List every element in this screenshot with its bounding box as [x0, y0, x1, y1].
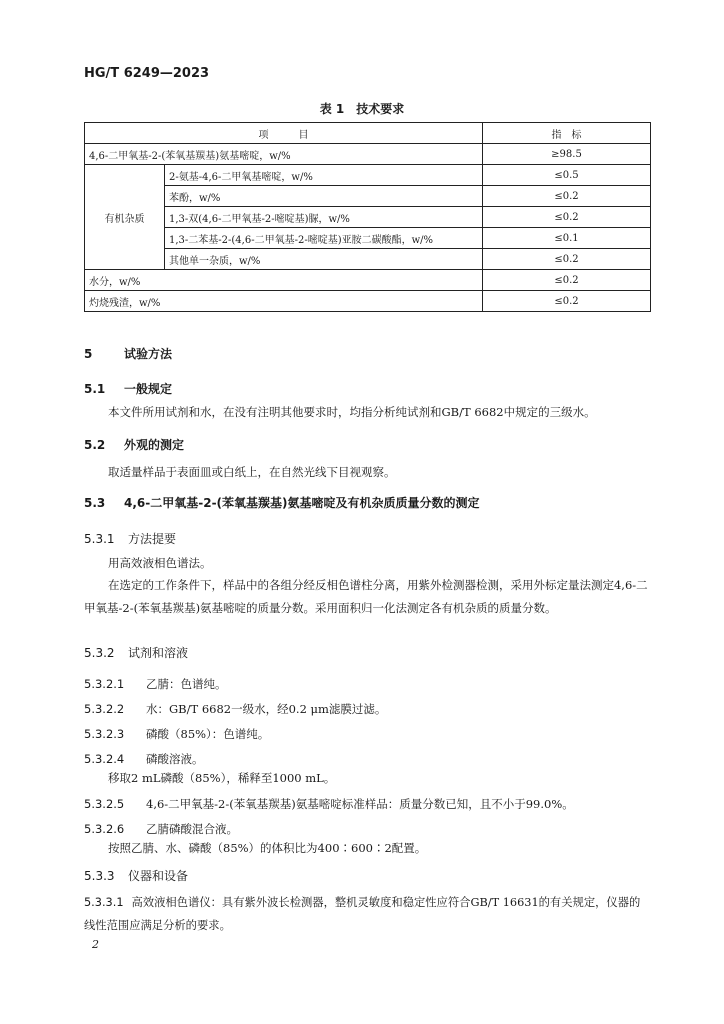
list-item — [84, 796, 574, 812]
section-5-heading — [84, 345, 172, 362]
section-title: 方法提要 — [128, 532, 177, 546]
table-header-row — [85, 123, 651, 144]
item-text: 高效液相色谱仪：具有紫外波长检测器，整机灵敏度和稳定性应符合GB/T 16631的有关规定，仪器的线性范围应满足分析的要求。 — [84, 896, 641, 932]
section-number: 5 — [84, 347, 93, 361]
row-label: 水分，w/% — [85, 270, 483, 291]
section-5-2-heading — [84, 436, 184, 453]
section-title: 4,6-二甲氧基-2-(苯氧基羰基)氨基嘧啶及有机杂质质量分数的测定 — [124, 496, 480, 510]
table-row — [85, 228, 651, 249]
section-number: 5.3 — [84, 496, 106, 510]
item-number: 5.3.2.3 — [84, 727, 125, 741]
list-item — [84, 726, 269, 742]
section-title: 仪器和设备 — [128, 869, 189, 883]
header-value: 指 标 — [483, 123, 651, 144]
header-item: 项 目 — [85, 123, 483, 144]
table-row — [85, 291, 651, 312]
list-item — [84, 821, 238, 837]
row-label: 苯酚，w/% — [165, 186, 483, 207]
row-value: ≤0.1 — [483, 228, 651, 249]
section-number: 5.3.1 — [84, 532, 115, 546]
item-number: 5.3.2.1 — [84, 677, 125, 691]
section-title: 试剂和溶液 — [128, 646, 189, 660]
list-item — [84, 676, 227, 692]
item-text: 乙腈磷酸混合液。 — [146, 822, 238, 836]
row-value: ≤0.2 — [483, 270, 651, 291]
section-title: 外观的测定 — [124, 438, 185, 452]
row-label: 灼烧残渣，w/% — [85, 291, 483, 312]
list-item — [84, 701, 386, 717]
row-label: 4,6-二甲氧基-2-(苯氧基羰基)氨基嘧啶，w/% — [85, 144, 483, 165]
section-number: 5.3.2 — [84, 646, 115, 660]
item-text: 4,6-二甲氧基-2-(苯氧基羰基)氨基嘧啶标准样品：质量分数已知，且不小于99.0%。 — [146, 797, 574, 811]
item-number: 5.3.2.5 — [84, 797, 125, 811]
item-text: 乙腈：色谱纯。 — [146, 677, 227, 691]
paragraph: 取适量样品于表面皿或白纸上，在自然光线下目视观察。 — [108, 465, 396, 479]
paragraph — [84, 891, 650, 937]
section-number: 5.3.3 — [84, 869, 115, 883]
section-5-3-heading — [84, 494, 480, 511]
item-number: 5.3.2.2 — [84, 702, 125, 716]
list-item — [84, 751, 204, 767]
table-row — [85, 144, 651, 165]
section-title: 试验方法 — [124, 347, 173, 361]
section-5-1-heading — [84, 380, 172, 397]
row-label: 1,3-双(4,6-二甲氧基-2-嘧啶基)脲，w/% — [165, 207, 483, 228]
item-subtext: 按照乙腈、水、磷酸（85%）的体积比为400∶600∶2配置。 — [108, 841, 427, 855]
paragraph: 用高效液相色谱法。 — [108, 556, 212, 570]
paragraph: 在选定的工作条件下，样品中的各组分经反相色谱柱分离，用紫外检测器检测，采用外标定量法测定4,6-二甲氧基-2-(苯氧基羰基)氨基嘧啶的质量分数。采用面积归一化法测定各有机杂质的质量分数。 — [84, 578, 648, 615]
row-value: ≤0.5 — [483, 165, 651, 186]
item-text: 磷酸溶液。 — [146, 752, 204, 766]
table-row — [85, 270, 651, 291]
spec-table — [84, 122, 651, 312]
paragraph: 本文件所用试剂和水，在没有注明其他要求时，均指分析纯试剂和GB/T 6682中规定的三级水。 — [108, 405, 596, 419]
section-5-3-3-heading — [84, 867, 188, 884]
row-value: ≤0.2 — [483, 207, 651, 228]
group-label: 有机杂质 — [85, 165, 165, 270]
section-title: 一般规定 — [124, 382, 173, 396]
section-5-3-2-heading — [84, 644, 188, 661]
item-number: 5.3.3.1 — [84, 896, 124, 909]
item-text: 磷酸（85%）：色谱纯。 — [146, 727, 270, 741]
row-label: 1,3-二苯基-2-(4,6-二甲氧基-2-嘧啶基)亚胺二碳酸酯，w/% — [165, 228, 483, 249]
item-subtext: 移取2 mL磷酸（85%），稀释至1000 mL。 — [108, 771, 336, 785]
row-label: 其他单一杂质，w/% — [165, 249, 483, 270]
row-value: ≤0.2 — [483, 291, 651, 312]
table-title: 表 1 技术要求 — [319, 102, 405, 116]
row-value: ≤0.2 — [483, 186, 651, 207]
item-number: 5.3.2.6 — [84, 822, 125, 836]
row-label: 2-氨基-4,6-二甲氧基嘧啶，w/% — [165, 165, 483, 186]
section-number: 5.1 — [84, 382, 106, 396]
item-number: 5.3.2.4 — [84, 752, 125, 766]
section-5-3-1-heading — [84, 530, 176, 547]
row-value: ≤0.2 — [483, 249, 651, 270]
item-text: 水：GB/T 6682一级水，经0.2 μm滤膜过滤。 — [146, 702, 387, 716]
section-number: 5.2 — [84, 438, 106, 452]
table-row — [85, 207, 651, 228]
table-row — [85, 249, 651, 270]
table-row — [85, 165, 651, 186]
row-value: ≥98.5 — [483, 144, 651, 165]
table-row — [85, 186, 651, 207]
document-id: HG/T 6249—2023 — [84, 66, 210, 81]
page-number: 2 — [92, 938, 99, 951]
